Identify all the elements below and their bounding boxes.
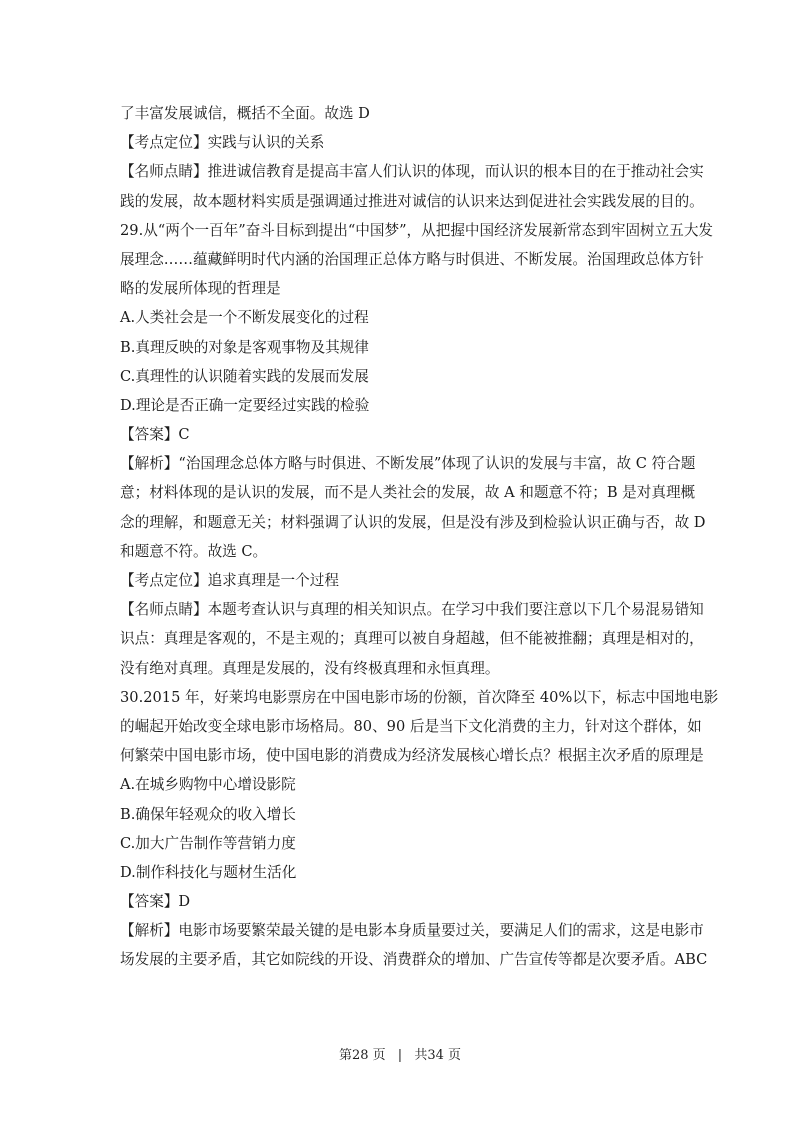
option-c: C.真理性的认识随着实践的发展而发展: [120, 367, 369, 385]
analysis-line: 【解析】“治国理念总体方略与时俱进、不断发展”体现了认识的发展与丰富，故 C 符合题: [120, 455, 696, 473]
footer-separator: |: [397, 1048, 403, 1063]
topic-line: 【考点定位】追求真理是一个过程: [120, 572, 339, 589]
text-line: 践的发展，故本题材料实质是强调通过推进对诚信的认识来达到促进社会实践发展的目的。: [120, 192, 704, 210]
option-b: B.真理反映的对象是客观事物及其规律: [120, 338, 369, 356]
text-line: 【名师点睛】推进诚信教育是提高丰富人们认识的体现，而认识的根本目的在于推动社会实: [120, 163, 704, 181]
question-29-line: 展理念……蕴藏鲜明时代内涵的治国理正总体方略与时俱进、不断发展。治国理政总体方针: [120, 250, 704, 268]
document-body: [120, 99, 719, 975]
analysis-line: 场发展的主要矛盾，其它如院线的开设、消费群众的增加、广告宣传等都是次要矛盾。ABC: [120, 951, 708, 969]
question-30-line: 的崛起开始改变全球电影市场格局。80、90 后是当下文化消费的主力，针对这个群体，如: [120, 717, 702, 735]
answer-line: 【答案】C: [120, 426, 190, 444]
text-line: 了丰富发展诚信，概括不全面。故选 D: [120, 105, 370, 122]
question-30-line: 何繁荣中国电影市场，使中国电影的消费成为经济发展核心增长点？根据主次矛盾的原理是: [120, 747, 704, 765]
option-a: A.人类社会是一个不断发展变化的过程: [120, 309, 369, 327]
total-pages: 共34 页: [414, 1048, 462, 1063]
question-30-line: 30.2015 年，好莱坞电影票房在中国电影市场的份额，首次降至 40%以下，标志中国地电影: [120, 688, 719, 706]
analysis-line: 【解析】电影市场要繁荣最关键的是电影本身质量要过关，要满足人们的需求，这是电影市: [120, 922, 704, 940]
question-29-line: 略的发展所体现的哲理是: [120, 280, 281, 298]
page-footer: [0, 1044, 800, 1063]
option-b: B.确保年轻观众的收入增长: [120, 805, 296, 823]
option-a: A.在城乡购物中心增设影院: [120, 776, 296, 794]
text-line: 【考点定位】实践与认识的关系: [120, 134, 325, 152]
analysis-line: 和题意不符。故选 C。: [120, 542, 268, 560]
tip-line: 【名师点睛】本题考查认识与真理的相关知识点。在学习中我们要注意以下几个易混易错知: [120, 601, 704, 619]
page-number: 第28 页: [338, 1048, 386, 1063]
answer-line: 【答案】D: [120, 893, 191, 911]
question-29-line: 29.从“两个一百年”奋斗目标到提出“中国梦”，从把握中国经济发展新常态到牢固树立五大发: [120, 221, 714, 239]
option-d: D.制作科技化与题材生活化: [120, 863, 297, 881]
tip-line: 没有绝对真理。真理是发展的，没有终极真理和永恒真理。: [120, 659, 500, 677]
option-c: C.加大广告制作等营销力度: [120, 834, 296, 852]
analysis-line: 念的理解，和题意无关；材料强调了认识的发展，但是没有涉及到检验认识正确与否，故 D: [120, 513, 706, 531]
option-d: D.理论是否正确一定要经过实践的检验: [120, 396, 370, 414]
tip-line: 识点：真理是客观的，不是主观的；真理可以被自身超越，但不能被推翻；真理是相对的，: [120, 630, 704, 648]
analysis-line: 意；材料体现的是认识的发展，而不是人类社会的发展，故 A 和题意不符；B 是对真理概: [120, 484, 696, 502]
